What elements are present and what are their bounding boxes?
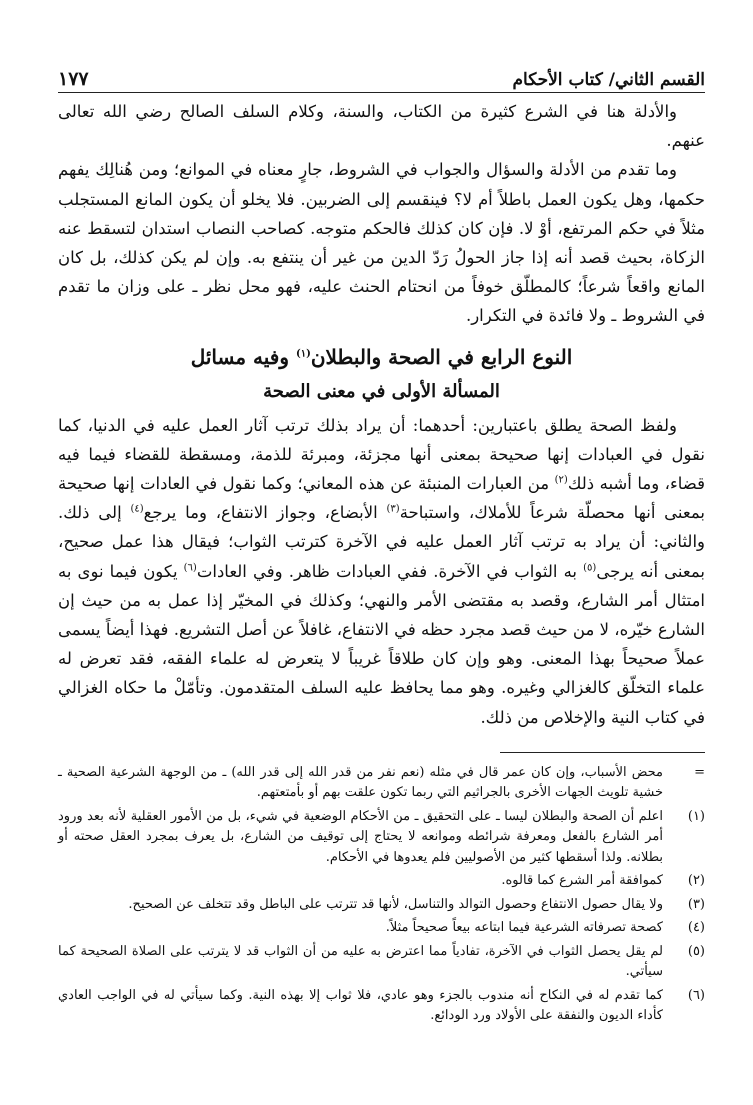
footnotes	[58, 763, 705, 1027]
footnote-text: كما تقدم له في النكاح أنه مندوب بالجزء وهو عادي، فلا ثواب إلا بهذه النية. وكما سيأتي له في الواجب العادي كأداء الديون والنفقة على الأولاد ورد الودائع.	[58, 987, 663, 1024]
paragraph-3-part-b: من العبارات المنبئة عن هذه المعاني؛ وكما نقول في العادات إنها صحيحة بمعنى أنها محصلّة شرعاً للأملاك، واستباحة	[58, 474, 706, 523]
footnote-2	[58, 871, 705, 892]
paragraph-3-part-f: يكون فيما نوى به امتثال أمر الشارع، وقصد به مقتضى الأمر والنهي؛ وكذلك في المخيّر إذا عمل به من حيث إن الشارع خيّره، لا من حيث قصد مجرد حظه في الانتفاع، غافلاً عن أصل التشريع. فهذا أيضاً يسمى عملاً صحيحاً بهذا المعنى. وهو وإن كان طلاقاً غريباً لا يتعرض له علماء الفقه، فقد تعرض له علماء التخلّق كالغزالي وغيره. وهو مما يحافظ عليه السلف المتقدمون. وتأمّلْ ما حكاه الغزالي في كتاب النية والإخلاص من ذلك.	[58, 561, 705, 727]
footnote-1	[58, 807, 705, 869]
page-header	[58, 56, 705, 93]
paragraph-2: وما تقدم من الأدلة والسؤال والجواب في الشروط، جارٍ معناه في الموانع؛ ومن هُنالِك يفهم حكمها، وهل يكون العمل باطلاً أم لا؟ فينقسم إلى الضربين. فلا يخلو أن يكون المانع المستجلب مثلاً في حكم المرتفع، أوْ لا. فإن كان كذلك فالحكم متوجه. كصاحب النصاب استدان لتسقط عنه الزكاة، بحيث قصد أنه إذا جاز الحولُ رَدّ الدين من غير أن ينتفع به. وإن لم يكن كذلك، بل كان المانع واقعاً شرعاً؛ كالمطلّق خوفاً من انحتام الحنث عليه، فهو محل نظر ـ على وزان ما تقدم في الشروط ـ ولا فائدة في التكرار.	[58, 160, 705, 326]
footnote-3	[58, 895, 705, 916]
paragraph-3-part-e: به الثواب في الآخرة. ففي العبادات ظاهر. وفي العادات	[196, 561, 584, 581]
footnote-text: كصحة تصرفاته الشرعية فيما ابتاعه بيعاً صحيحاً مثلاً.	[385, 920, 663, 936]
footnote-divider	[500, 752, 705, 753]
footnote-number: (٤)	[687, 920, 705, 936]
book-page	[58, 56, 705, 1105]
section-heading	[58, 341, 705, 373]
footnote-ref-3: (٣)	[386, 503, 400, 515]
footnote-number: (٣)	[687, 896, 705, 912]
page-number: ١٧٧	[58, 68, 89, 90]
footnote-ref-4: (٤)	[130, 503, 144, 515]
footnote-ref-6: (٦)	[183, 562, 197, 574]
footnote-number: =	[694, 764, 705, 780]
footnote-continued	[58, 763, 705, 804]
footnote-text: كموافقة أمر الشرع كما قالوه.	[501, 873, 663, 889]
paragraph-3-part-d: إلى ذلك. والثاني: أن يراد به ترتب آثار العمل عليه في الآخرة كترتب الثواب؛ فيقال هذا عمل صحيح، بمعنى أنه يرجى	[58, 503, 706, 581]
footnote-ref-5: (٥)	[583, 562, 597, 574]
running-title: القسم الثاني/ كتاب الأحكام	[512, 70, 705, 90]
footnote-ref-2: (٢)	[554, 474, 568, 486]
paragraph-3	[58, 411, 705, 732]
footnote-4	[58, 918, 705, 939]
paragraph-3-part-a: ولفظ الصحة يطلق باعتبارين: أحدهما: أن يراد بذلك ترتب آثار العمل عليه في الدنيا، كما نقول في العبادات إنها صحيحة بمعنى أنها مجزئة، ومبرئة للذمة، ومسقطة للقضاء فيما فيه قضاء، وما أشبه ذلك	[58, 415, 705, 494]
section-heading-suffix: وفيه مسائل	[190, 344, 296, 369]
footnote-number: (٦)	[687, 987, 705, 1003]
footnote-text: لم يقل يحصل الثواب في الآخرة، تفادياً مما اعترض به عليه من أن الثواب قد لا يترتب على الصلاة الصحيحة كما سيأتي.	[58, 943, 663, 980]
footnote-text: اعلم أن الصحة والبطلان ليسا ـ على التحقيق ـ من الأحكام الوضعية في شيء، بل من الأمور العقلية لأنه بعد ورود أمر الشارع بالفعل ومعرفة شرائطه وموانعه لا يحتاج إلى توقيف من الشارع، بل يعرف بمجرد العقل صحته أو بطلانه. ولذا أسقطها كثير من الأصوليين فلم يعدوها في الأحكام.	[58, 808, 663, 865]
section-heading-title: النوع الرابع في الصحة والبطلان	[310, 344, 573, 369]
footnote-number: (٥)	[687, 943, 705, 959]
footnote-number: (١)	[687, 808, 705, 824]
footnote-text: ولا يقال حصول الانتفاع وحصول التوالد والتناسل، لأنها قد تترتب على الباطل وقد تتخلف عن الصحيح.	[128, 896, 663, 912]
paragraph-3-part-c: الأبضاع، وجواز الانتفاع، وما يرجع	[143, 503, 387, 523]
footnote-5	[58, 942, 705, 983]
sub-heading: المسألة الأولى في معنى الصحة	[263, 380, 500, 402]
footnote-6	[58, 986, 705, 1027]
paragraph-1: والأدلة هنا في الشرع كثيرة من الكتاب، والسنة، وكلام السلف الصالح رضي الله تعالى عنهم.	[58, 102, 705, 151]
footnote-text: محض الأسباب، وإن كان عمر قال في مثله (نعم نفر من قدر الله إلى قدر الله) ـ من الوجهة الشرعية الصحية ـ خشية تلويث الجهات الأخرى بالجراثيم التي ربما تكون علقت بهم أو بأمتعتهم.	[58, 764, 663, 801]
main-text	[58, 97, 705, 732]
footnote-ref-1: (١)	[295, 347, 311, 359]
footnote-number: (٢)	[687, 873, 705, 889]
